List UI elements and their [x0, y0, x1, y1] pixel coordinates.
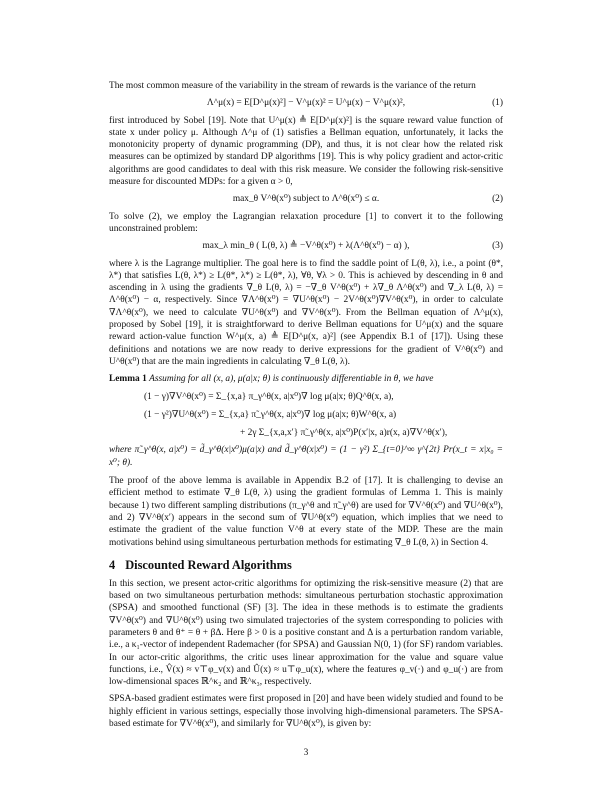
lemma-equation-value-gradient: (1 − γ)∇V^θ(x⁰) = Σ_{x,a} π_γ^θ(x, a|x⁰)∇ log μ(a|x; θ)Q^θ(x, a), [144, 391, 394, 402]
equation-2-number: (2) [492, 194, 503, 205]
lemma-1-where-clause: where π̃_γ^θ(x, a|x⁰) = d̃_γ^θ(x|x⁰)μ(a|x) and d̃_γ^θ(x|x⁰) = (1 − γ²) Σ_{t=0}^∞ γ^{2t} Pr(x_t = x|x₀ = x⁰; θ). [109, 445, 503, 468]
section-number: 4 [109, 557, 116, 572]
equation-1-body: Λ^μ(x) = E[D^μ(x)²] − V^μ(x)² = U^μ(x) − V^μ(x)², [206, 98, 406, 109]
page-body [109, 80, 503, 735]
paragraph-variance-intro: The most common measure of the variability in the stream of rewards is the variance of the return [109, 81, 476, 91]
equation-1 [109, 97, 503, 109]
equation-2-body: max_θ V^θ(x⁰) subject to Λ^θ(x⁰) ≤ α. [232, 194, 380, 205]
paragraph-section-intro: In this section, we present actor-critic algorithms for optimizing the risk-sensitive measure (2) that are based on two simultaneous perturbation methods: simultaneous perturbation stochastic approximation (SPSA) and smoothed functional (SF) [3]. The idea in these methods is to estimate the gradients ∇V^θ(x⁰) and ∇U^θ(x⁰) using two simulated trajectories of the system corresponding to policies with parameters θ and θ⁺ = θ + βΔ. Here β > 0 is a positive constant and Δ is a perturbation random variable, i.e., a κ₁-vector of independent Rademacher (for SPSA) and Gaussian N(0, 1) (for SF) random variables. In our actor-critic algorithms, the critic uses linear approximation for the value and square value functions, i.e., V̂(x) ≈ v⊤φ_v(x) and Û(x) ≈ u⊤φ_u(x), where the features φ_v(·) and φ_u(·) are from low-dimensional spaces ℝ^κ₂ and ℝ^κ₃, respectively. [109, 578, 503, 688]
section-title: Discounted Reward Algorithms [125, 557, 292, 572]
equation-3 [109, 240, 503, 252]
lemma-1-statement: Assuming for all (x, a), μ(a|x; θ) is continuously differentiable in θ, we have [149, 374, 434, 385]
paragraph-saddle-point: where λ is the Lagrange multiplier. The goal here is to find the saddle point of L(θ, λ), i.e., a point (θ*, λ*) that satisfies L(θ, λ*) ≥ L(θ*, λ*) ≥ L(θ*, λ), ∀θ, ∀λ > 0. This is achieved by descending in θ and ascending in λ using the gradients ∇_θ L(θ, λ) = −∇_θ V^θ(x⁰) + λ∇_θ Λ^θ(x⁰) and ∇_λ L(θ, λ) = Λ^θ(x⁰) − α, respectively. Since ∇Λ^θ(x⁰) = ∇U^θ(x⁰) − 2V^θ(x⁰)∇V^θ(x⁰), in order to calculate ∇Λ^θ(x⁰), we need to calculate ∇U^θ(x⁰) and ∇V^θ(x⁰). From the Bellman equation of Λ^μ(x), proposed by Sobel [19], it is straightforward to derive Bellman equations for U^μ(x) and the square reward action-value function W^μ(x, a) ≜ E[D^μ(x, a)²] (see Appendix B.1 of [17]). Using these definitions and notations we are now ready to derive expressions for the gradient of V^θ(x⁰) and U^θ(x⁰) that are the main ingredients in calculating ∇_θ L(θ, λ). [109, 258, 503, 367]
page-number: 3 [303, 748, 309, 758]
paragraph-spsa: SPSA-based gradient estimates were first proposed in [20] and have been widely studied and found to be highly efficient in various settings, especially those involving high-dimensional parameters. The SPSA-based estimate for ∇V^θ(x⁰), and similarly for ∇U^θ(x⁰), is given by: [109, 694, 503, 730]
lemma-1-equations [109, 391, 503, 440]
section-heading [109, 558, 503, 572]
paragraph-proof-remark: The proof of the above lemma is available in Appendix B.2 of [17]. It is challenging to devise an efficient method to estimate ∇_θ L(θ, λ) using the gradient formulas of Lemma 1. This is mainly because 1) two different sampling distributions (π_γ^θ and π̃_γ^θ) are used for ∇V^θ(x⁰) and ∇U^θ(x⁰), and 2) ∇V^θ(x′) appears in the second sum of ∇U^θ(x⁰) equation, which implies that we need to estimate the gradient of the value function V^θ at every state of the MDP. These are the main motivations behind using simultaneous perturbation methods for estimating ∇_θ L(θ, λ) in Section 4. [109, 476, 503, 548]
lemma-equation-square-gradient: (1 − γ²)∇U^θ(x⁰) = Σ_{x,a} π̃_γ^θ(x, a|x⁰)∇ log μ(a|x; θ)W^θ(x, a) [144, 409, 397, 420]
equation-3-body: max_λ min_θ ( L(θ, λ) ≜ −V^θ(x⁰) + λ(Λ^θ(x⁰) − α) ), [202, 241, 410, 252]
lemma-1-heading: Lemma 1 [109, 374, 147, 385]
paragraph-sobel: first introduced by Sobel [19]. Note that U^μ(x) ≜ E[D^μ(x)²] is the square reward value function of state x under policy μ. Although Λ^μ of (1) satisfies a Bellman equation, unfortunately, it lacks the monotonicity property of dynamic programming (DP), and thus, it is not clear how the related risk measures can be optimized by standard DP algorithms [19]. This is why policy gradient and actor-critic algorithms are good candidates to deal with this risk measure. We consider the following risk-sensitive measure for discounted MDPs: for a given α > 0, [109, 115, 503, 188]
lemma-equation-square-gradient-cont: + 2γ Σ_{x,a,x′} π̃_γ^θ(x, a|x⁰)P(x′|x, a)r(x, a)∇V^θ(x′), [240, 428, 448, 439]
paragraph-lagrangian: To solve (2), we employ the Lagrangian relaxation procedure [1] to convert it to the following unconstrained problem: [109, 211, 503, 234]
lemma-1 [109, 373, 503, 385]
equation-3-number: (3) [492, 241, 503, 252]
equation-1-number: (1) [492, 98, 503, 109]
equation-2 [109, 193, 503, 205]
